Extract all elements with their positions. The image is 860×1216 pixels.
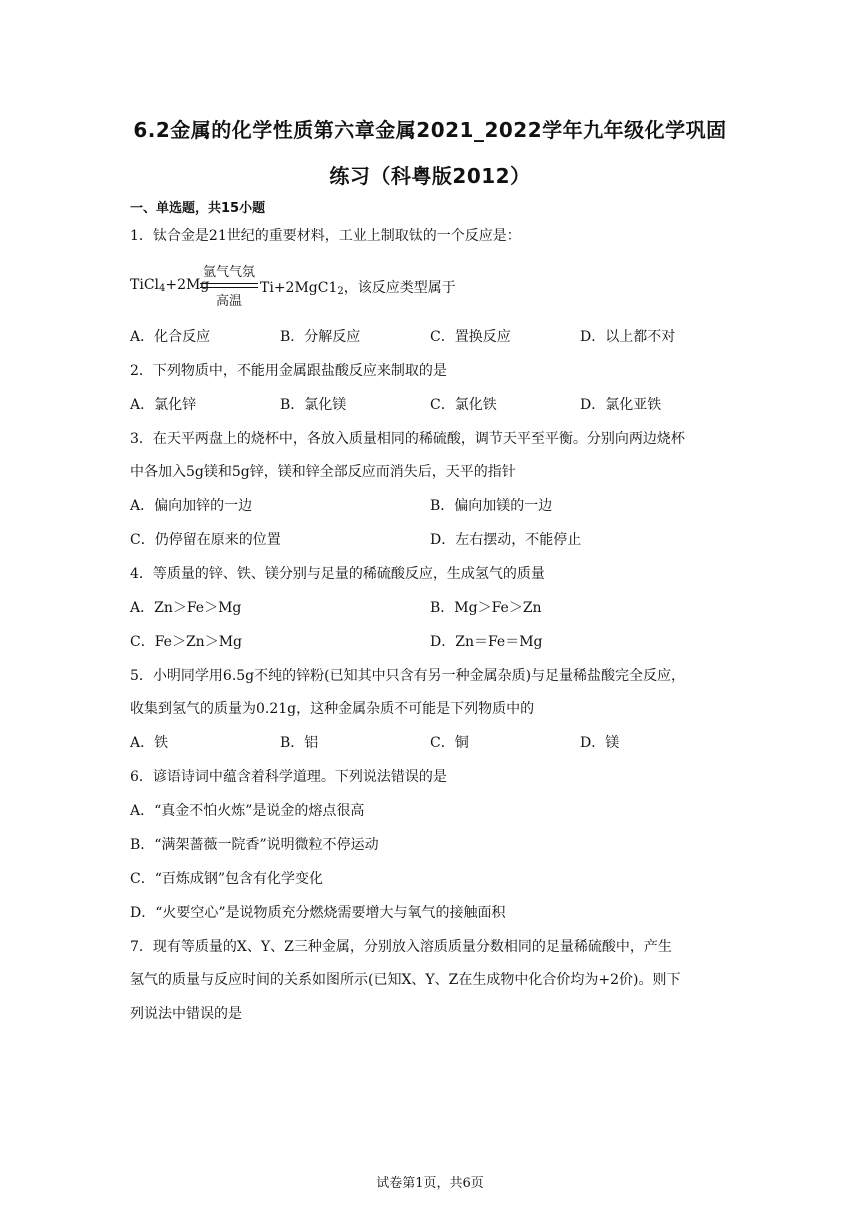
question-6-option-c: C．“百炼成钢”包含有化学变化 xyxy=(130,871,324,887)
page-footer: 试卷第1页，共6页 xyxy=(376,1176,484,1191)
question-1-equation xyxy=(130,261,730,309)
question-5-option-a: A．铁 xyxy=(130,735,169,751)
question-6-stem: 6．谚语诗词中蕴含着科学道理。下列说法错误的是 xyxy=(130,769,447,785)
equation-condition-above: 氩气气氛 xyxy=(202,265,255,280)
question-3-stem-line-2: 中各加入5g镁和5g锌，镁和锌全部反应而消失后，天平的指针 xyxy=(130,464,516,480)
question-5-stem-line-2: 收集到氢气的质量为0.21g，这种金属杂质不可能是下列物质中的 xyxy=(130,701,535,717)
equation-condition-below: 高温 xyxy=(215,294,242,309)
question-4-option-a: A．Zn＞Fe＞Mg xyxy=(130,600,242,616)
question-5-stem-line-1: 5．小明同学用6.5g不纯的锌粉(已知其中只含有另一种金属杂质)与足量稀盐酸完全反应， xyxy=(130,668,686,684)
question-7-stem-line-1: 7．现有等质量的X、Y、Z三种金属，分别放入溶质质量分数相同的足量稀硫酸中，产生 xyxy=(130,939,672,955)
question-7-stem-line-2: 氢气的质量与反应时间的关系如图所示(已知X、Y、Z在生成物中化合价均为+2价)。则下 xyxy=(130,972,681,988)
question-1-option-a: A．化合反应 xyxy=(130,329,211,345)
question-2-stem: 2．下列物质中，不能用金属跟盐酸反应来制取的是 xyxy=(130,363,447,379)
question-3-option-d: D．左右摆动，不能停止 xyxy=(430,532,582,548)
question-2-option-d: D．氯化亚铁 xyxy=(580,397,662,413)
question-5-option-b: B．铝 xyxy=(280,735,319,751)
question-5-option-d: D．镁 xyxy=(580,735,620,751)
question-7-stem-line-3: 列说法中错误的是 xyxy=(130,1006,242,1022)
question-6-option-d: D．“火要空心”是说物质充分燃烧需要增大与氧气的接触面积 xyxy=(130,905,506,921)
question-1-option-c: C．置换反应 xyxy=(430,329,511,345)
page-title-line-2: 练习（科粤版2012） xyxy=(329,164,531,188)
section-heading: 一、单选题，共15小题 xyxy=(130,201,266,216)
equation-double-line xyxy=(200,283,258,288)
question-1-option-d: D．以上都不对 xyxy=(580,329,676,345)
question-6-option-a: A．“真金不怕火炼”是说金的熔点很高 xyxy=(130,803,365,819)
equation-reactants: TiCl$_4$+2Mg xyxy=(130,277,210,294)
question-2-option-b: B．氯化镁 xyxy=(280,397,347,413)
question-3-option-b: B．偏向加镁的一边 xyxy=(430,498,553,514)
question-4-option-c: C．Fe＞Zn＞Mg xyxy=(130,634,242,650)
question-4-option-d: D．Zn＝Fe＝Mg xyxy=(430,634,543,650)
question-2-option-a: A．氯化锌 xyxy=(130,397,197,413)
question-3-option-c: C．仍停留在原来的位置 xyxy=(130,532,281,548)
question-6-option-b: B．“满架蔷薇一院香”说明微粒不停运动 xyxy=(130,837,379,853)
question-2-option-c: C．氯化铁 xyxy=(430,397,497,413)
question-1-stem: 1．钛合金是21世纪的重要材料，工业上制取钛的一个反应是： xyxy=(130,228,521,244)
equation-condition-arrow xyxy=(200,261,258,309)
question-4-option-b: B．Mg＞Fe＞Zn xyxy=(430,600,542,616)
equation-products: $Ti+2MgC1_2$，该反应类型属于 xyxy=(260,280,456,297)
page-title-line-1: 6.2金属的化学性质第六章金属2021_2022学年九年级化学巩固 xyxy=(133,118,727,142)
question-5-option-c: C．铜 xyxy=(430,735,469,751)
question-4-stem: 4．等质量的锌、铁、镁分别与足量的稀硫酸反应，生成氢气的质量 xyxy=(130,566,545,582)
question-3-stem-line-1: 3．在天平两盘上的烧杯中，各放入质量相同的稀硫酸，调节天平至平衡。分别向两边烧杯 xyxy=(130,431,685,447)
question-1-option-b: B．分解反应 xyxy=(280,329,361,345)
question-3-option-a: A．偏向加锌的一边 xyxy=(130,498,253,514)
